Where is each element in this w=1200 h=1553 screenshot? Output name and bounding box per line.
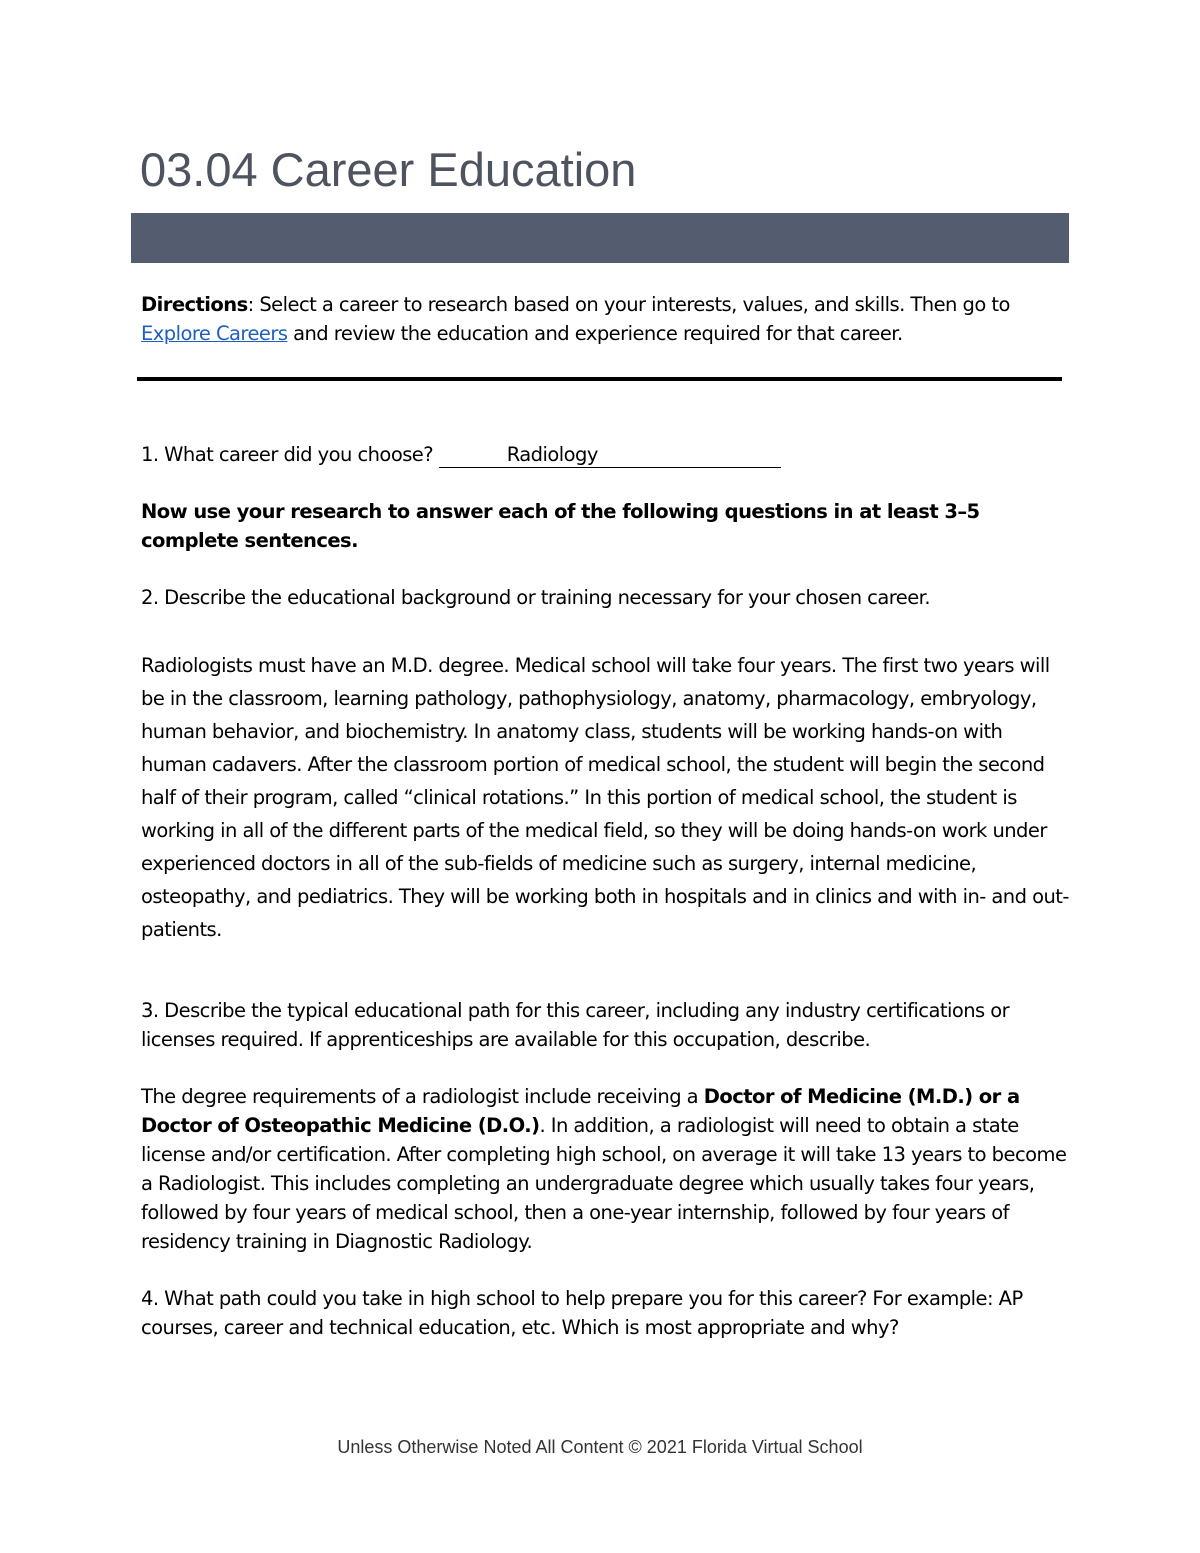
- page-title: 03.04 Career Education: [140, 143, 637, 196]
- question-1-prompt: 1. What career did you choose?: [141, 443, 439, 466]
- section-divider: [137, 377, 1062, 381]
- question-4-prompt: 4. What path could you take in high school to help prepare you for this career? For example: AP courses, career and technical education, etc. Which is most appropriate and why?: [141, 1287, 1023, 1339]
- directions-colon: :: [247, 293, 254, 316]
- question-3-answer-degrees: Doctor of Medicine (M.D.) or a Doctor of Osteopathic Medicine (D.O.): [141, 1085, 1020, 1137]
- explore-careers-link[interactable]: Explore Careers: [141, 322, 288, 345]
- directions-text-after: and review the education and experience required for that career.: [287, 322, 903, 345]
- question-1: [141, 440, 1071, 469]
- question-3-answer: [141, 1082, 1071, 1256]
- question-3-answer-part1: The degree requirements of a radiologist include receiving a: [141, 1085, 704, 1108]
- question-2-answer: Radiologists must have an M.D. degree. Medical school will take four years. The first two years will be in the classroom, learning pathology, pathophysiology, anatomy, pharmacology, embryology, human behavior, and biochemistry. In anatomy class, students will be working hands-on with human cadavers. After the classroom portion of medical school, the student will begin the second half of their program, called “clinical rotations.” In this portion of medical school, the student is working in all of the different parts of the medical field, so they will be doing hands-on work under experienced doctors in all of the sub-fields of medicine such as surgery, internal medicine, osteopathy, and pediatrics. They will be working both in hospitals and in clinics and with in- and out-patients.: [141, 654, 1069, 941]
- footer-copyright: Unless Otherwise Noted All Content © 2021 Florida Virtual School: [337, 1437, 863, 1457]
- title-band: [131, 213, 1069, 263]
- instruction-text: Now use your research to answer each of the following questions in at least 3–5 complete sentences.: [141, 500, 980, 552]
- question-3-prompt: 3. Describe the typical educational path for this career, including any industry certifications or licenses required. If apprenticeships are available for this occupation, describe.: [141, 999, 1010, 1051]
- directions-paragraph: [141, 290, 1071, 348]
- question-2-prompt: 2. Describe the educational background or training necessary for your chosen career.: [141, 586, 931, 609]
- question-3-answer-part2: . In addition, a radiologist will need to obtain a state license and/or certification. After completing high school, on average it will take 13 years to become a Radiologist. This includes completing an undergraduate degree which usually takes four years, followed by four years of medical school, then a one-year internship, followed by four years of residency training in Diagnostic Radiology.: [141, 1114, 1067, 1253]
- directions-label: Directions: [141, 293, 248, 316]
- directions-text-before: Select a career to research based on your interests, values, and skills. Then go to: [253, 293, 1010, 316]
- question-1-answer[interactable]: Radiology: [439, 443, 781, 468]
